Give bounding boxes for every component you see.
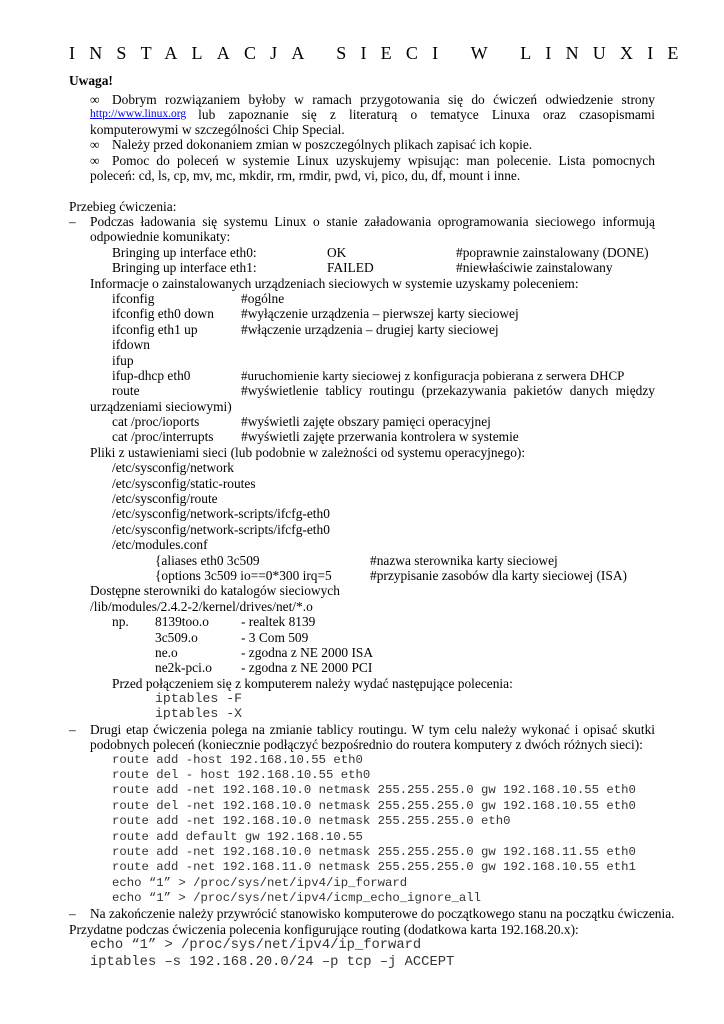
command-text: ifup-dhcp eth0 bbox=[112, 368, 191, 383]
command-row bbox=[112, 306, 655, 321]
command-comment: #ogólne bbox=[241, 291, 285, 306]
route-command: route add -host 192.168.10.55 eth0 bbox=[112, 753, 363, 767]
command-row bbox=[112, 337, 655, 352]
drivers-intro: Dostępne sterowniki do katalogów sieciowych bbox=[90, 583, 340, 598]
route-command: route add -net 192.168.11.0 netmask 255.255.255.0 gw 192.168.10.55 eth1 bbox=[112, 860, 636, 874]
modules-conf-comment: #nazwa sterownika karty sieciowej bbox=[370, 553, 558, 568]
driver-row bbox=[112, 630, 655, 645]
command-row bbox=[112, 414, 655, 429]
config-file-path: /etc/sysconfig/network-scripts/ifcfg-eth0 bbox=[112, 522, 330, 537]
useful-intro: Przydatne podczas ćwiczenia polecenia konfigurujące routing (dodatkowa karta 192.168.20.x): bbox=[69, 922, 579, 937]
modules-conf-comment: #przypisanie zasobów dla karty sieciowej (ISA) bbox=[370, 568, 627, 583]
note-3-line-1: Pomoc do poleceń w systemie Linux uzyskujemy wpisując: man polecenie. Lista pomocnych bbox=[112, 153, 655, 168]
note-2: Należy przed dokonaniem zmian w poszczególnych plikach zapisać ich kopie. bbox=[112, 137, 533, 152]
route-comment-continuation: urządzeniami sieciowymi) bbox=[90, 399, 232, 414]
note-1-line-3: komputerowymi w szczególności Chip Special. bbox=[90, 122, 345, 137]
driver-file: 8139too.o bbox=[155, 614, 209, 629]
modules-conf-line: {options 3c509 io==0*300 irq=5 bbox=[155, 568, 332, 583]
command-comment: #wyświetli zajęte przerwania kontrolera w systemie bbox=[241, 429, 519, 444]
driver-desc: - 3 Com 509 bbox=[241, 630, 309, 645]
step-1-line-1: Podczas ładowania się systemu Linux o stanie załadowania oprogramowania sieciowego informują bbox=[90, 214, 655, 229]
useful-command: echo “1” > /proc/sys/net/ipv4/ip_forward bbox=[90, 938, 422, 953]
command-text: route bbox=[112, 383, 140, 398]
bullet-icon: ∞ bbox=[90, 153, 100, 168]
boot-msg-status: FAILED bbox=[327, 260, 374, 275]
command-text: ifconfig eth1 up bbox=[112, 322, 198, 337]
bullet-icon: ∞ bbox=[90, 92, 100, 107]
drivers-path: /lib/modules/2.4.2-2/kernel/drives/net/*.o bbox=[90, 599, 313, 614]
driver-row bbox=[112, 660, 655, 675]
driver-file: ne2k-pci.o bbox=[155, 660, 212, 675]
note-3-line-2: poleceń: cd, ls, cp, mv, mc, mkdir, rm, rmdir, pwd, vi, pico, du, df, mount i inne. bbox=[90, 168, 521, 183]
route-command: route del -net 192.168.10.0 netmask 255.255.255.0 gw 192.168.10.55 eth0 bbox=[112, 799, 636, 813]
note-1-line-2-text: lub zapoznanie się z literaturą o tematyce Linuxa oraz czasopismami bbox=[198, 107, 655, 122]
command-text: ifconfig eth0 down bbox=[112, 306, 214, 321]
bullet-icon: ∞ bbox=[90, 137, 100, 152]
step-2-line-2: podobnych poleceń (koniecznie podłączyć bezpośrednio do routera komputery z dwóch różnych sieci): bbox=[90, 737, 643, 752]
driver-desc: - zgodna z NE 2000 PCI bbox=[241, 660, 373, 675]
dash-icon: – bbox=[69, 722, 76, 737]
config-file-path: /etc/sysconfig/static-routes bbox=[112, 476, 256, 491]
useful-command: iptables –s 192.168.20.0/24 –p tcp –j ACCEPT bbox=[90, 955, 455, 970]
command-comment: #wyświetli zajęte obszary pamięci operacyjnej bbox=[241, 414, 491, 429]
dash-icon: – bbox=[69, 214, 76, 229]
command-comment: #wyświetlenie tablicy routingu (przekazywania pakietów danych między bbox=[241, 383, 655, 398]
boot-msg-comment: #niewłaściwie zainstalowany bbox=[456, 260, 613, 275]
command-row bbox=[112, 429, 655, 444]
boot-msg-comment: #poprawnie zainstalowany (DONE) bbox=[456, 245, 649, 260]
course-heading: Przebieg ćwiczenia: bbox=[69, 199, 177, 214]
driver-desc: - realtek 8139 bbox=[241, 614, 316, 629]
command-comment: #wyłączenie urządzenia – pierwszej karty sieciowej bbox=[241, 306, 519, 321]
command-row bbox=[112, 368, 655, 383]
config-file-path: /etc/sysconfig/network bbox=[112, 460, 234, 475]
modules-conf-row bbox=[155, 553, 655, 568]
route-command: route del - host 192.168.10.55 eth0 bbox=[112, 768, 371, 782]
command-text: cat /proc/ioports bbox=[112, 414, 200, 429]
iptables-command: iptables -F bbox=[155, 691, 243, 706]
config-file-path: /etc/sysconfig/network-scripts/ifcfg-eth0 bbox=[112, 506, 330, 521]
route-command: route add -net 192.168.10.0 netmask 255.255.255.0 gw 192.168.11.55 eth0 bbox=[112, 845, 636, 859]
info-intro: Informacje o zainstalowanych urządzeniach sieciowych w systemie uzyskamy poleceniem: bbox=[90, 276, 579, 291]
step-1-line-2: odpowiednie komunikaty: bbox=[90, 229, 231, 244]
route-command: route add -net 192.168.10.0 netmask 255.255.255.0 gw 192.168.10.55 eth0 bbox=[112, 783, 636, 797]
dash-icon: – bbox=[69, 906, 76, 921]
np-label: np. bbox=[112, 614, 129, 629]
command-text: cat /proc/interrupts bbox=[112, 429, 214, 444]
route-command: echo “1” > /proc/sys/net/ipv4/ip_forward bbox=[112, 876, 408, 890]
command-comment: #uruchomienie karty sieciowej z konfiguracja pobierana z serwera DHCP bbox=[241, 368, 625, 383]
notes-heading: Uwaga! bbox=[69, 73, 113, 88]
command-row bbox=[112, 291, 655, 306]
driver-row bbox=[112, 645, 655, 660]
driver-file: ne.o bbox=[155, 645, 178, 660]
linux-org-link[interactable]: http://www.linux.org bbox=[90, 108, 187, 120]
command-row bbox=[112, 383, 655, 398]
files-intro: Pliki z ustawieniami sieci (lub podobnie w zależności od systemu operacyjnego): bbox=[90, 445, 526, 460]
iptables-command: iptables -X bbox=[155, 706, 243, 721]
config-file-path: /etc/sysconfig/route bbox=[112, 491, 218, 506]
driver-file: 3c509.o bbox=[155, 630, 198, 645]
route-command: echo “1” > /proc/sys/net/ipv4/icmp_echo_ignore_all bbox=[112, 891, 481, 905]
command-row bbox=[112, 322, 655, 337]
boot-msg-cmd: Bringing up interface eth1: bbox=[112, 260, 257, 275]
boot-msg-row bbox=[112, 260, 655, 275]
command-text: ifup bbox=[112, 353, 134, 368]
route-command: route add -net 192.168.10.0 netmask 255.255.255.0 eth0 bbox=[112, 814, 511, 828]
driver-row bbox=[112, 614, 655, 629]
modules-conf-row bbox=[155, 568, 655, 583]
driver-desc: - zgodna z NE 2000 ISA bbox=[241, 645, 374, 660]
modules-conf-line: {aliases eth0 3c509 bbox=[155, 553, 260, 568]
command-text: ifdown bbox=[112, 337, 150, 352]
page-title: INSTALACJA SIECI W LINUXIE bbox=[69, 43, 693, 63]
command-text: ifconfig bbox=[112, 291, 155, 306]
iptables-intro: Przed połączeniem się z komputerem należy wydać następujące polecenia: bbox=[112, 676, 513, 691]
note-1-line-2 bbox=[90, 107, 655, 122]
command-comment: #włączenie urządzenia – drugiej karty sieciowej bbox=[241, 322, 499, 337]
note-1-line-1: Dobrym rozwiązaniem byłoby w ramach przygotowania się do ćwiczeń odwiedzenie strony bbox=[112, 92, 655, 107]
command-row bbox=[112, 353, 655, 368]
boot-msg-row bbox=[112, 245, 655, 260]
route-command: route add default gw 192.168.10.55 bbox=[112, 830, 363, 844]
step-3: Na zakończenie należy przywrócić stanowisko komputerowe do początkowego stanu na początku ćwiczenia. bbox=[90, 906, 675, 921]
boot-msg-cmd: Bringing up interface eth0: bbox=[112, 245, 257, 260]
step-2-line-1: Drugi etap ćwiczenia polega na zmianie tablicy routingu. W tym celu należy wykonać i opisać skutki bbox=[90, 722, 655, 737]
boot-msg-status: OK bbox=[327, 245, 347, 260]
config-file-path: /etc/modules.conf bbox=[112, 537, 208, 552]
